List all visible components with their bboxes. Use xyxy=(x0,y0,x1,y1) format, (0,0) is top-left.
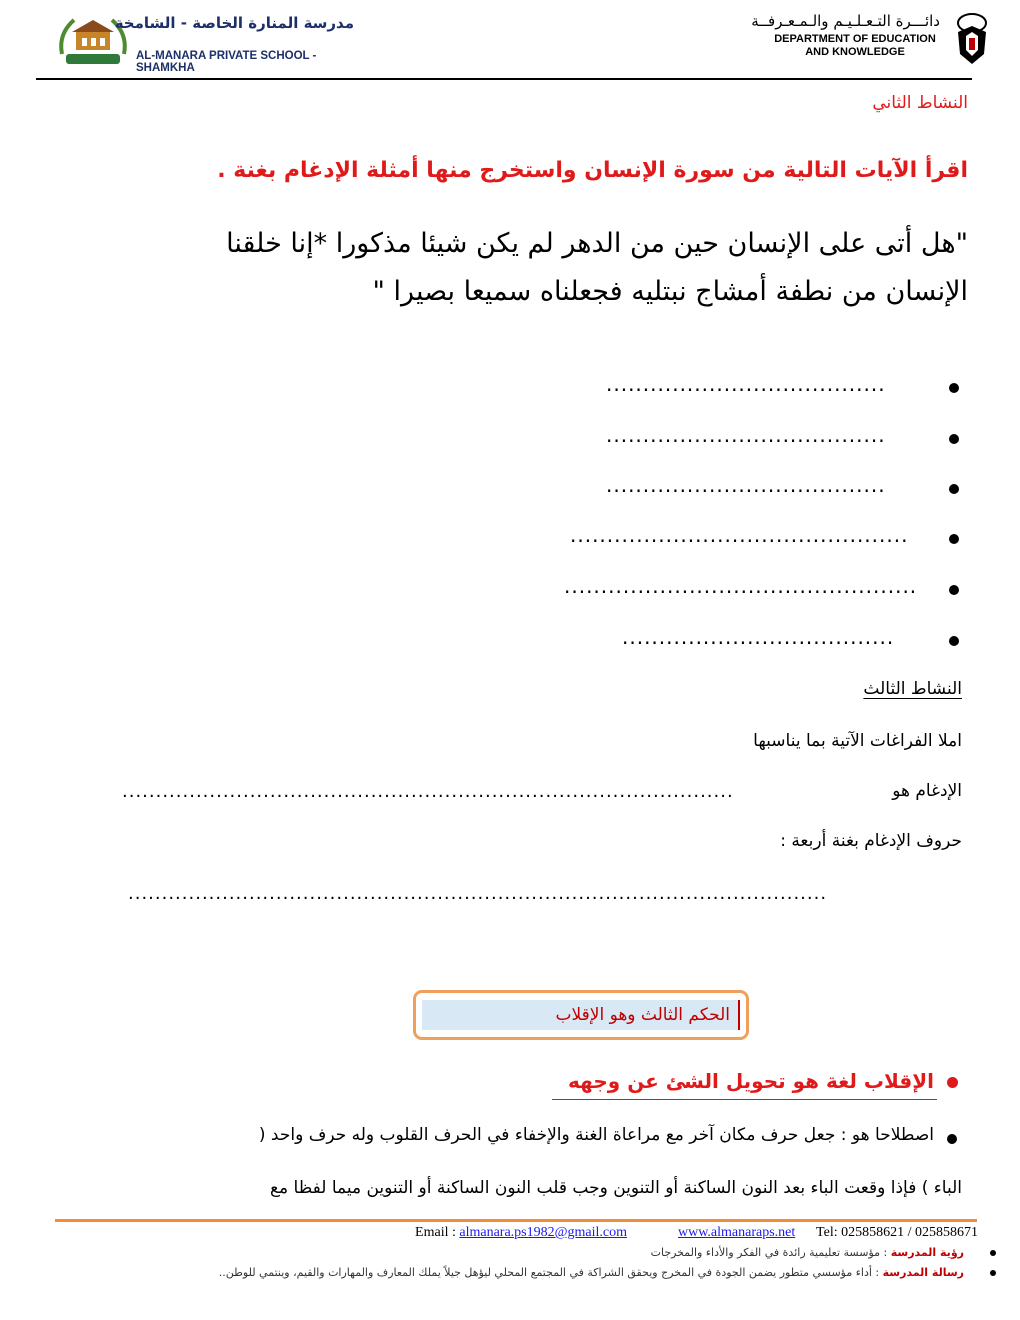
vision-text: : مؤسسة تعليمية رائدة في الفكر والأداء والمخرجات xyxy=(650,1246,888,1259)
bullet-icon xyxy=(949,484,959,494)
footer-divider xyxy=(55,1219,977,1222)
falcon-emblem-icon xyxy=(950,10,994,68)
iqlab-heading-fill xyxy=(422,1000,740,1030)
idgham-letters-label: حروف الإدغام بغنة أربعة : xyxy=(780,831,962,851)
activity-three-title: النشاط الثالث xyxy=(863,679,962,699)
verse-line-1: "هل أتى على الإنسان حين من الدهر لم يكن شيئا مذكورا *إنا خلقنا xyxy=(226,228,968,259)
department-name-line2: AND KNOWLEDGE xyxy=(805,46,905,58)
bullet-icon xyxy=(949,585,959,595)
bullet-icon xyxy=(947,1134,957,1144)
mission-text: : أداء مؤسسي متطور يضمن الجودة في المخرج ويحقق الشراكة في المجتمع المحلي ليؤهل جيلاً يملك المعارف والمهارات والقيم، وينتمي للوطن.. xyxy=(218,1266,880,1279)
answer-line-3[interactable]: ...................................... xyxy=(606,473,886,497)
school-vision xyxy=(651,1246,964,1259)
department-name-english xyxy=(770,33,940,59)
idgham-letters-blank[interactable]: ........................................................................................................ xyxy=(128,883,828,904)
answer-line-4[interactable]: .............................................. xyxy=(570,523,909,547)
bullet-icon xyxy=(949,383,959,393)
iqlab-heading-text: الحكم الثالث وهو الإقلاب xyxy=(555,1005,730,1025)
verse-line-2: الإنسان من نطفة أمشاج نبتليه فجعلناه سميعا بصيرا " xyxy=(372,276,968,307)
mission-label: رسالة المدرسة xyxy=(882,1266,964,1279)
vision-label: رؤية المدرسة xyxy=(890,1246,964,1259)
bullet-icon xyxy=(949,534,959,544)
bullet-icon xyxy=(949,434,959,444)
activity-two-instruction: اقرأ الآيات التالية من سورة الإنسان واستخرج منها أمثلة الإدغام بغنة . xyxy=(217,158,968,183)
contact-bar xyxy=(60,1225,978,1241)
idgham-definition-label: الإدغام هو xyxy=(892,781,962,801)
school-name-arabic: مدرسة المنارة الخاصة - الشامخة xyxy=(114,14,354,32)
idgham-definition-blank[interactable]: ........................................................................................... xyxy=(122,781,734,802)
department-name-line1: DEPARTMENT OF EDUCATION xyxy=(774,33,936,45)
iqlab-technical-definition: اصطلاحا هو : جعل حرف مكان آخر مع مراعاة الغنة والإخفاء في الحرف القلوب وله حرف واحد ( xyxy=(258,1125,934,1145)
bullet-icon xyxy=(990,1250,996,1256)
telephone-numbers: Tel: 025858621 / 025858671 xyxy=(816,1225,978,1240)
header-divider xyxy=(36,78,972,80)
school-name-english: AL-MANARA PRIVATE SCHOOL - SHAMKHA xyxy=(136,50,317,74)
bullet-icon xyxy=(990,1270,996,1276)
department-name-arabic: دائـــرة التـعـلـيـم والـمـعـرفــة xyxy=(751,12,940,30)
activity-three-instruction: املا الفراغات الآتية بما يناسبها xyxy=(753,731,962,751)
answer-line-1[interactable]: ...................................... xyxy=(606,372,886,396)
answer-line-6[interactable]: ..................................... xyxy=(622,625,895,649)
iqlab-technical-definition-continued: الباء ) فإذا وقعت الباء بعد النون الساكنة أو التنوين وجب قلب النون الساكنة أو التنوين ميما لفظا مع xyxy=(269,1178,962,1198)
email-label: Email : xyxy=(415,1225,456,1240)
website-link[interactable]: www.almanaraps.net xyxy=(678,1225,796,1240)
activity-two-title: النشاط الثاني xyxy=(872,93,968,113)
iqlab-linguistic-definition: الإقلاب لغة هو تحويل الشئ عن وجهه xyxy=(568,1069,934,1093)
answer-line-5[interactable]: ................................................ xyxy=(564,574,918,598)
bullet-icon xyxy=(947,1077,958,1088)
email-link[interactable]: almanara.ps1982@gmail.com xyxy=(459,1225,627,1240)
iqlab-definition-underline xyxy=(552,1099,937,1100)
school-mission xyxy=(219,1266,964,1279)
iqlab-heading-box xyxy=(413,990,749,1040)
bullet-icon xyxy=(949,636,959,646)
answer-line-2[interactable]: ...................................... xyxy=(606,423,886,447)
